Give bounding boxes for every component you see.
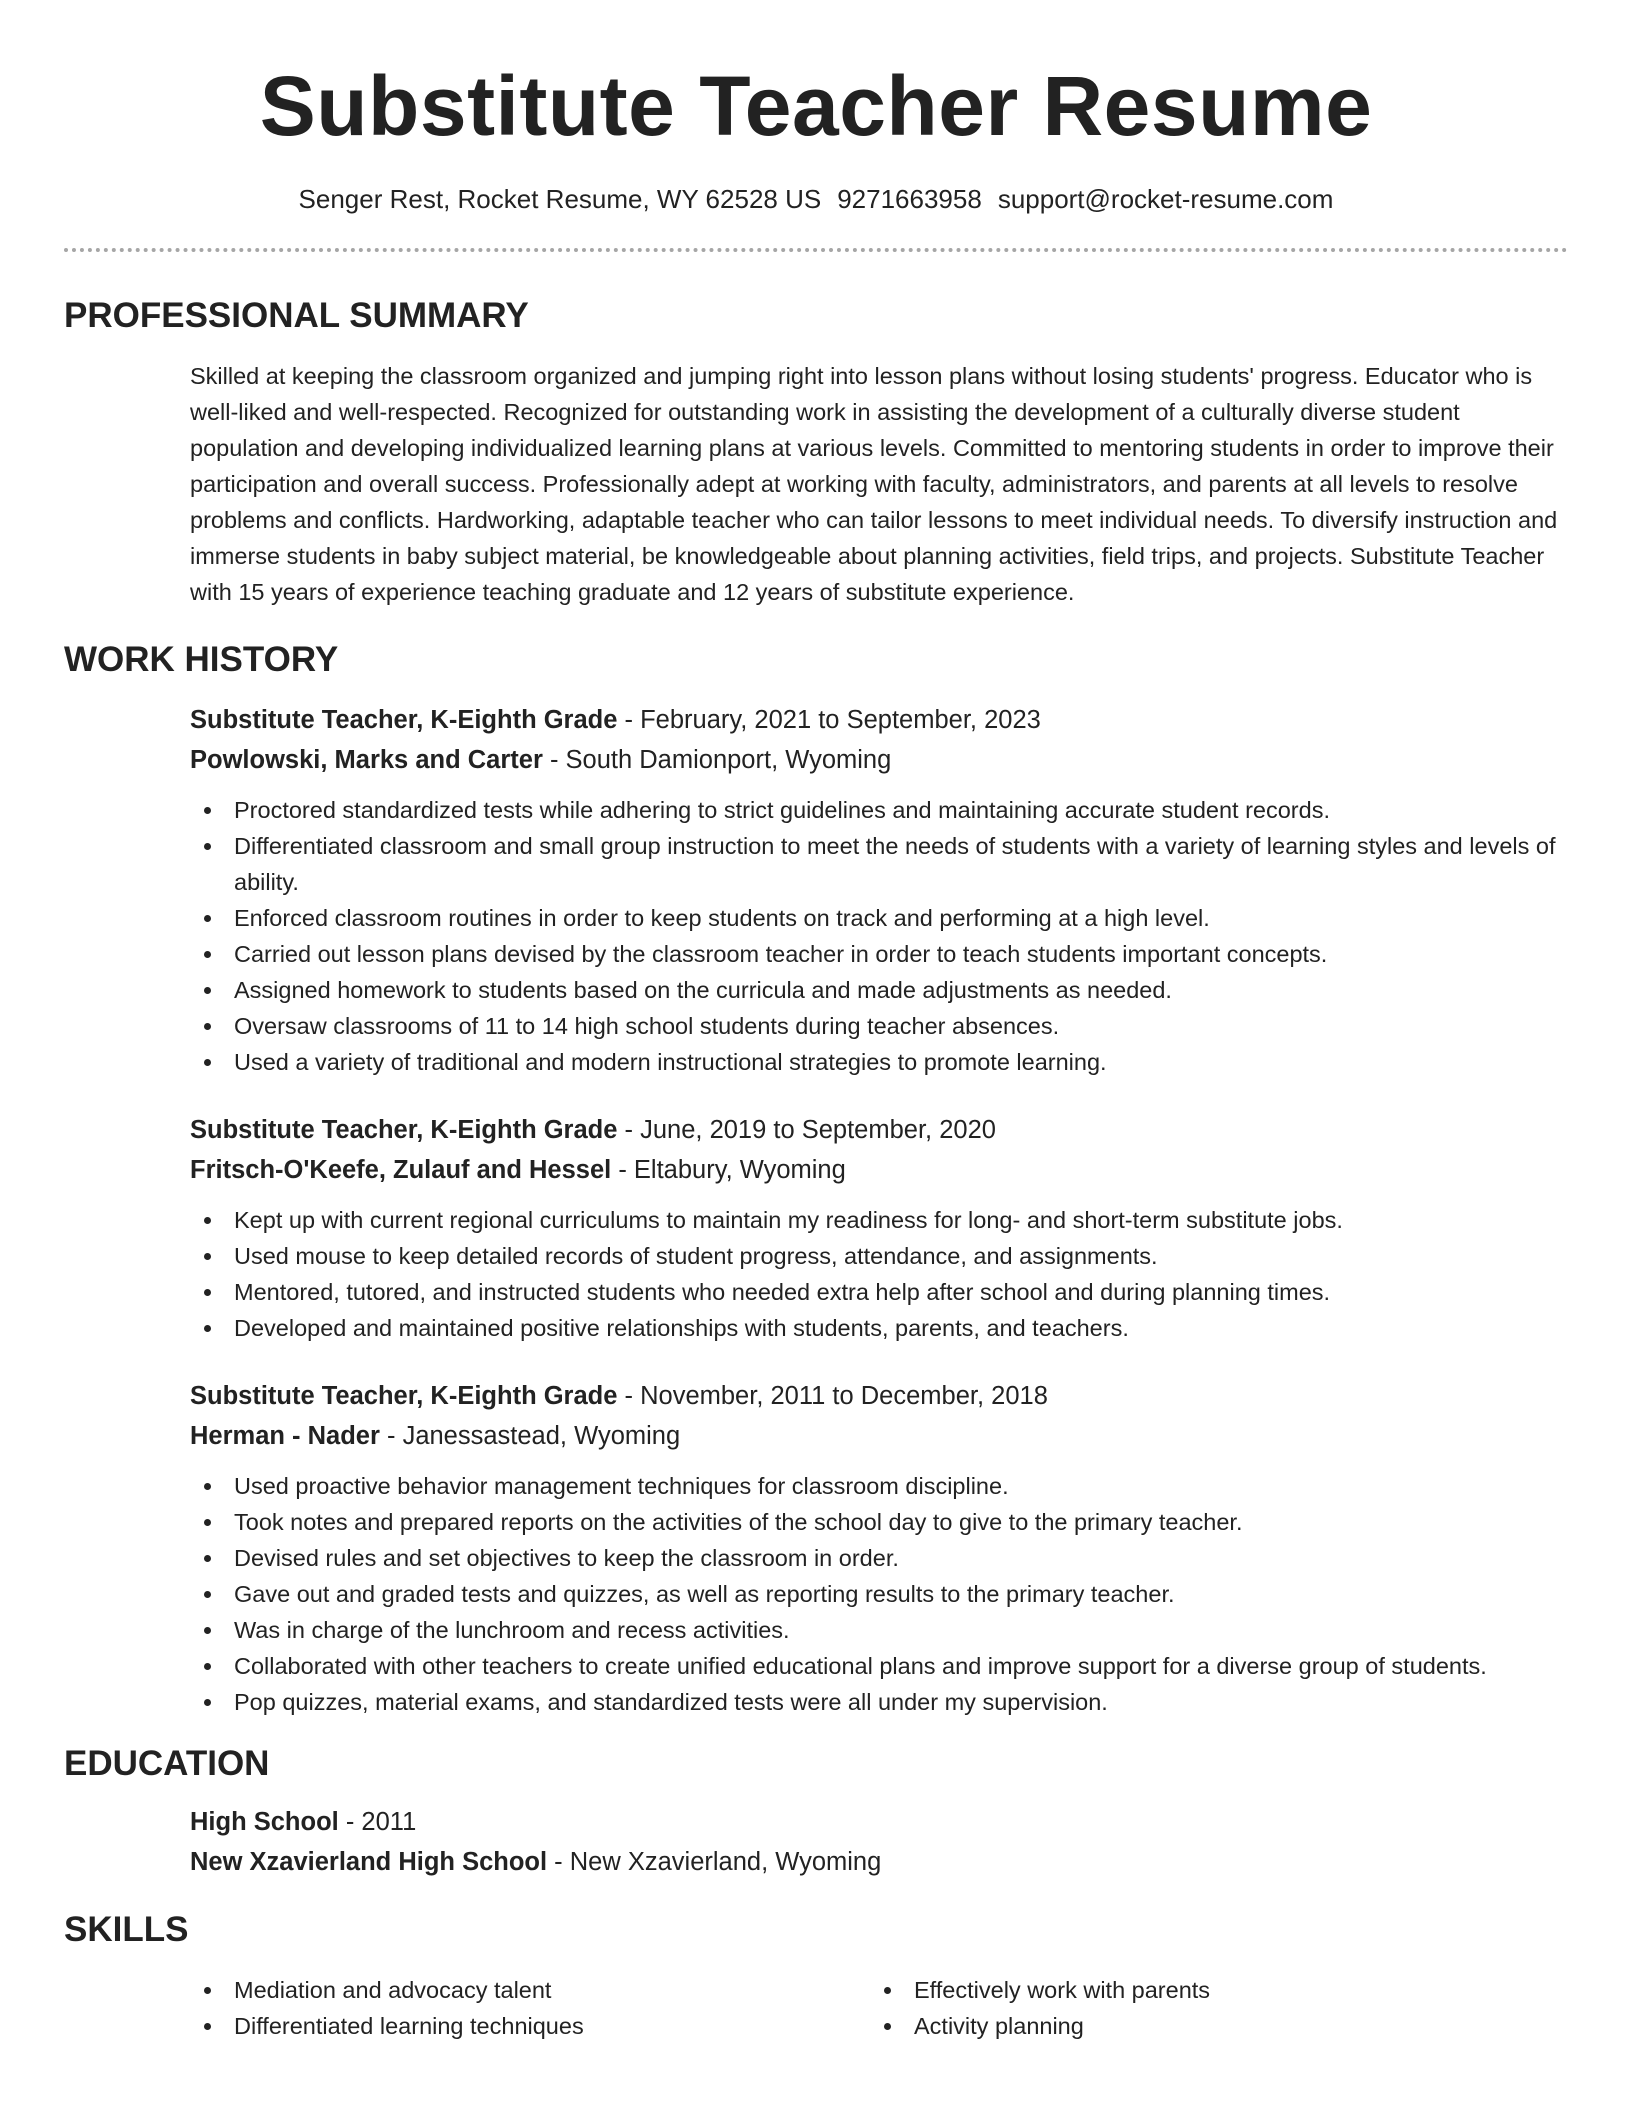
skills-columns <box>190 1972 1568 2044</box>
list-item: Pop quizzes, material exams, and standardized tests were all under my supervision. <box>190 1684 1568 1720</box>
resume-title: Substitute Teacher Resume <box>259 59 1373 153</box>
job-company-line <box>190 1150 1568 1190</box>
job-company: Fritsch-O'Keefe, Zulauf and Hessel <box>190 1156 612 1184</box>
list-item: Oversaw classrooms of 11 to 14 high school students during teacher absences. <box>190 1008 1568 1044</box>
job-location: - Eltabury, Wyoming <box>611 1156 846 1184</box>
header-divider <box>64 248 1568 252</box>
list-item: Differentiated classroom and small group instruction to meet the needs of students with a variety of learning styles and levels of ability. <box>190 828 1568 900</box>
education-degree-line <box>190 1802 1568 1842</box>
list-item: Took notes and prepared reports on the activities of the school day to give to the primary teacher. <box>190 1504 1568 1540</box>
list-item: Proctored standardized tests while adhering to strict guidelines and maintaining accurate student records. <box>190 792 1568 828</box>
list-item: Kept up with current regional curriculums to maintain my readiness for long- and short-term substitute jobs. <box>190 1202 1568 1238</box>
education-school: New Xzavierland High School <box>190 1848 548 1876</box>
contact-line <box>64 182 1568 216</box>
summary-section <box>64 358 1568 610</box>
summary-heading: PROFESSIONAL SUMMARY <box>64 296 529 335</box>
education-school-line <box>190 1842 1568 1882</box>
job-title: Substitute Teacher, K-Eighth Grade <box>190 706 618 734</box>
job-dates: - February, 2021 to September, 2023 <box>617 706 1041 734</box>
job-title-line <box>190 1376 1568 1416</box>
job-bullets <box>190 1202 1568 1346</box>
job-location: - South Damionport, Wyoming <box>542 746 892 774</box>
job-company-line <box>190 740 1568 780</box>
education-entry <box>190 1802 1568 1882</box>
list-item: Enforced classroom routines in order to keep students on track and performing at a high level. <box>190 900 1568 936</box>
job-title: Substitute Teacher, K-Eighth Grade <box>190 1382 618 1410</box>
work-history-section <box>64 700 1568 1720</box>
list-item: Used a variety of traditional and modern instructional strategies to promote learning. <box>190 1044 1568 1080</box>
list-item: Mediation and advocacy talent <box>190 1972 870 2008</box>
list-item: Activity planning <box>870 2008 1550 2044</box>
job-entry <box>190 1110 1568 1346</box>
list-item: Gave out and graded tests and quizzes, as well as reporting results to the primary teacher. <box>190 1576 1568 1612</box>
job-title-line <box>190 700 1568 740</box>
job-entry <box>190 1376 1568 1720</box>
job-company: Powlowski, Marks and Carter <box>190 746 543 774</box>
education-section <box>64 1802 1568 1882</box>
job-title-line <box>190 1110 1568 1150</box>
job-company-line <box>190 1416 1568 1456</box>
education-degree: High School <box>190 1808 339 1836</box>
list-item: Collaborated with other teachers to create unified educational plans and improve support for a diverse group of students. <box>190 1648 1568 1684</box>
summary-text: Skilled at keeping the classroom organized and jumping right into lesson plans without losing students' progress. Educator who is well-liked and well-respected. Recognized for outstanding work in assisting the development of a culturally diverse student population and developing individualized learning plans at various levels. Committed to mentoring students in order to improve their participation and overall success. Professionally adept at working with faculty, administrators, and parents at all levels to resolve problems and conflicts. Hardworking, adaptable teacher who can tailor lessons to meet individual needs. To diversify instruction and immerse students in baby subject material, be knowledgeable about planning activities, field trips, and projects. Substitute Teacher with 15 years of experience teaching graduate and 12 years of substitute experience. <box>190 363 1558 605</box>
list-item: Used mouse to keep detailed records of student progress, attendance, and assignments. <box>190 1238 1568 1274</box>
contact-phone: 9271663958 <box>837 184 982 214</box>
list-item: Effectively work with parents <box>870 1972 1550 2008</box>
contact-email: support@rocket-resume.com <box>997 184 1334 214</box>
list-item: Mentored, tutored, and instructed students who needed extra help after school and during planning times. <box>190 1274 1568 1310</box>
list-item: Used proactive behavior management techniques for classroom discipline. <box>190 1468 1568 1504</box>
list-item: Was in charge of the lunchroom and recess activities. <box>190 1612 1568 1648</box>
list-item: Assigned homework to students based on the curricula and made adjustments as needed. <box>190 972 1568 1008</box>
job-dates: - June, 2019 to September, 2020 <box>617 1116 996 1144</box>
list-item: Differentiated learning techniques <box>190 2008 870 2044</box>
job-title: Substitute Teacher, K-Eighth Grade <box>190 1116 618 1144</box>
job-bullets <box>190 792 1568 1080</box>
education-year: - 2011 <box>338 1808 417 1836</box>
list-item: Developed and maintained positive relationships with students, parents, and teachers. <box>190 1310 1568 1346</box>
job-bullets <box>190 1468 1568 1720</box>
skills-heading: SKILLS <box>64 1910 189 1949</box>
job-location: - Janessastead, Wyoming <box>379 1422 681 1450</box>
work-history-heading: WORK HISTORY <box>64 640 339 679</box>
education-heading: EDUCATION <box>64 1744 270 1783</box>
skills-right-column <box>870 1972 1550 2044</box>
job-dates: - November, 2011 to December, 2018 <box>617 1382 1048 1410</box>
list-item: Carried out lesson plans devised by the classroom teacher in order to teach students important concepts. <box>190 936 1568 972</box>
job-entry <box>190 700 1568 1080</box>
job-company: Herman - Nader <box>190 1422 380 1450</box>
education-location: - New Xzavierland, Wyoming <box>547 1848 882 1876</box>
contact-address: Senger Rest, Rocket Resume, WY 62528 US <box>298 184 822 214</box>
list-item: Devised rules and set objectives to keep the classroom in order. <box>190 1540 1568 1576</box>
skills-left-column <box>190 1972 870 2044</box>
skills-section <box>64 1972 1568 2044</box>
